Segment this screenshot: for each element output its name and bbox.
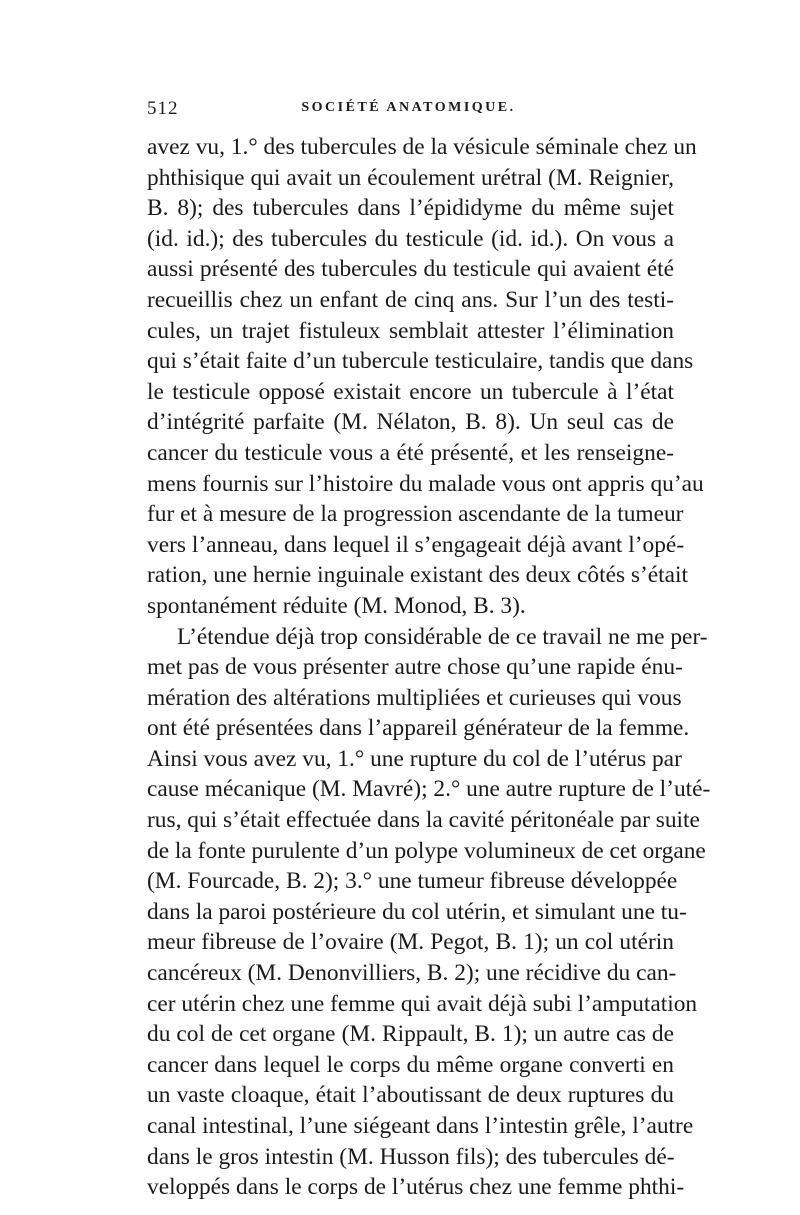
body-text [147, 132, 711, 1203]
text-line: cancéreux (M. Denonvilliers, B. 2); une récidive du can- [147, 960, 677, 987]
text-line: cause mécanique (M. Mavré); 2.° une autre rupture de l’uté- [147, 776, 711, 803]
text-line: dans le gros intestin (M. Husson fils); des tubercules dé- [147, 1143, 675, 1170]
text-line: de la fonte purulente d’un polype volumineux de cet organe [147, 837, 706, 864]
text-line: spontanément réduite (M. Monod, B. 3). [147, 592, 526, 619]
text-line: met pas de vous présenter autre chose qu’une rapide énu- [147, 654, 683, 681]
text-line: le testicule opposé existait encore un tubercule à l’état [147, 378, 674, 405]
page-header [147, 98, 670, 120]
text-line: cancer dans lequel le corps du même organe converti en [147, 1051, 674, 1078]
text-line: cer utérin chez une femme qui avait déjà subi l’amputation [147, 990, 698, 1017]
text-line: qui s’était faite d’un tubercule testiculaire, tandis que dans [147, 348, 694, 375]
text-line: cancer du testicule vous a été présenté, et les renseigne- [147, 439, 674, 466]
text-line: meur fibreuse de l’ovaire (M. Pegot, B. 1); un col utérin [147, 929, 674, 956]
text-line: fur et à mesure de la progression ascendante de la tumeur [147, 501, 684, 528]
text-line: rus, qui s’était effectuée dans la cavité péritonéale par suite [147, 807, 700, 834]
text-line: Ainsi vous avez vu, 1.° une rupture du col de l’utérus par [147, 745, 682, 772]
text-line: mens fournis sur l’histoire du malade vous ont appris qu’au [147, 470, 704, 497]
text-line: veloppés dans le corps de l’utérus chez une femme phthi- [147, 1174, 685, 1201]
text-line: phthisique qui avait un écoulement urétral (M. Reignier, [147, 164, 674, 191]
text-line: aussi présenté des tubercules du testicule qui avaient été [147, 256, 674, 283]
text-line: cules, un trajet fistuleux semblait attester l’élimination [147, 317, 674, 344]
text-line: ration, une hernie inguinale existant des deux côtés s’était [147, 562, 689, 589]
text-line: vers l’anneau, dans lequel il s’engageait déjà avant l’opé- [147, 531, 685, 558]
text-line: d’intégrité parfaite (M. Nélaton, B. 8). Un seul cas de [147, 409, 674, 436]
text-line: L’étendue déjà trop considérable de ce travail ne me per- [177, 623, 708, 650]
text-line: un vaste cloaque, était l’aboutissant de deux ruptures du [147, 1082, 674, 1109]
text-line: canal intestinal, l’une siégeant dans l’intestin grêle, l’autre [147, 1113, 694, 1139]
text-line: (id. id.); des tubercules du testicule (id. id.). On vous a [147, 225, 674, 252]
running-head: SOCIÉTÉ ANATOMIQUE. [301, 100, 516, 115]
page-number: 512 [147, 98, 179, 119]
text-line: B. 8); des tubercules dans l’épididyme du même sujet [147, 195, 674, 222]
text-line: ont été présentées dans l’appareil générateur de la femme. [147, 715, 690, 742]
text-line: avez vu, 1.° des tubercules de la vésicule séminale chez un [147, 134, 697, 160]
text-line: du col de cet organe (M. Rippault, B. 1); un autre cas de [147, 1021, 674, 1048]
text-line: recueillis chez un enfant de cinq ans. Sur l’un des testi- [147, 286, 674, 313]
text-line: dans la paroi postérieure du col utérin, et simulant une tu- [147, 898, 687, 925]
text-line: (M. Fourcade, B. 2); 3.° une tumeur fibreuse développée [147, 868, 678, 895]
text-line: mération des altérations multipliées et curieuses qui vous [147, 684, 682, 711]
